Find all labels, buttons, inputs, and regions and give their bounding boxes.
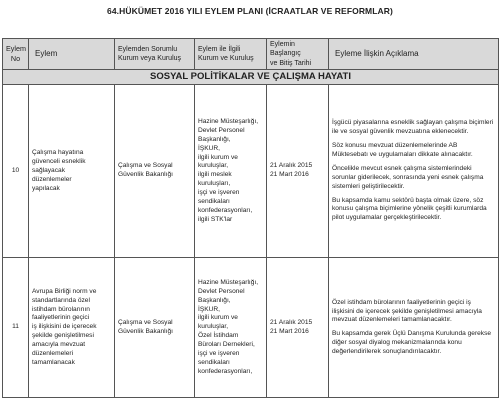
ilgili-line: kuruluşlar,	[198, 162, 229, 170]
eylem-no: 11	[3, 258, 29, 398]
eylem-line: iş ilişkisini de içerecek	[32, 323, 97, 331]
header-ilgili-kurum-line: Eylem ile İlgili	[198, 45, 241, 53]
ilgili-line: sendikaları	[198, 358, 230, 366]
eylem-line: yapılacak	[32, 184, 60, 192]
aciklama-paragraph: Bu kapsamda gerek Üçlü Danışma Kurulunda gerekse diğer sosyal diyalog mekanizmalarında konu değerlendirilerek sonuçlandırılacaktır.	[332, 330, 492, 356]
sorumlu-kurum	[115, 258, 195, 398]
ilgili-kurum	[195, 258, 267, 398]
eylem-text	[29, 258, 115, 398]
aciklama-paragraph: İşgücü piyasalarına esneklik sağlayan çalışma biçimleri ile ve sosyal güvenlik mevzuatına eklenecektir.	[332, 119, 494, 136]
eylem-line: faaliyetlerinin geçici	[32, 314, 90, 322]
eylem-line: amacıyla mevzuat	[32, 341, 86, 349]
header-tarih-line: ve Bitiş Tarihi	[270, 59, 312, 67]
section-header-row	[3, 70, 499, 85]
ilgili-kurum	[195, 85, 267, 258]
tarih-baslangic: 21 Aralık 2015	[270, 162, 313, 170]
tarih-bitis: 21 Mart 2016	[270, 171, 309, 179]
aciklama-paragraph: Özel istihdam bürolarının faaliyetlerinin geçici iş ilişkisini de içerecek şekilde genişletilmesi amacıyla mevzuat düzenlemeleri tamamlanacaktır.	[332, 298, 482, 324]
ilgili-line: Hazine Müsteşarlığı,	[198, 117, 259, 125]
aciklama-paragraph: Öncelikle mevcut esnek çalışma sistemlerindeki sorunlar giderilecek, sonrasında yeni esnek çalışma sistemleri geliştirilecektir.	[332, 164, 484, 190]
header-eylem-no-line: Eylem	[6, 44, 26, 54]
eylem-line: düzenlemeler	[32, 175, 72, 183]
ilgili-line: kuruluşlar,	[198, 323, 229, 331]
ilgili-line: konfederasyonları,	[198, 206, 253, 214]
ilgili-line: Büroları Dernekleri,	[198, 341, 255, 349]
ilgili-line: kuruluşları,	[198, 180, 231, 188]
header-tarih	[267, 39, 329, 70]
kurum-line: Çalışma ve Sosyal	[118, 318, 173, 326]
table-header-row	[3, 39, 499, 70]
ilgili-line: Devlet Personel	[198, 126, 245, 134]
sorumlu-kurum	[115, 85, 195, 258]
header-sorumlu-kurum-line: Kurum veya Kuruluş	[118, 55, 182, 63]
header-eylem: Eylem	[29, 39, 115, 70]
eylem-line: Avrupa Birliği norm ve	[32, 287, 97, 295]
ilgili-line: sendikaları	[198, 197, 230, 205]
document-title: 64.HÜKÜMET 2016 YILI EYLEM PLANI (İCRAATLAR VE REFORMLAR)	[107, 6, 393, 16]
header-ilgili-kurum	[195, 39, 267, 70]
eylem-line: şekilde genişletilmesi	[32, 332, 94, 340]
tarih-baslangic: 21 Aralık 2015	[270, 318, 313, 326]
ilgili-line: İŞKUR,	[198, 305, 220, 313]
ilgili-line: Başkanlığı,	[198, 296, 231, 304]
eylem-no: 10	[3, 85, 29, 258]
header-sorumlu-kurum	[115, 39, 195, 70]
table-row	[3, 85, 499, 258]
ilgili-line: Özel İstihdam	[198, 332, 239, 340]
ilgili-line: Hazine Müsteşarlığı,	[198, 278, 259, 286]
ilgili-line: işçi ve işveren	[198, 350, 240, 358]
aciklama	[329, 258, 499, 398]
action-plan-table	[2, 38, 499, 398]
aciklama-paragraph: Söz konusu mevzuat düzenlemelerinde AB Müktesebatı ve uygulamaları dikkate alınacaktır.	[332, 142, 473, 159]
eylem-line: güvenceli esneklik	[32, 157, 86, 165]
eylem-line: sağlayacak	[32, 166, 65, 174]
ilgili-line: işçi ve işveren	[198, 189, 240, 197]
eylem-text	[29, 85, 115, 258]
ilgili-line: Başkanlığı,	[198, 135, 231, 143]
tarih-bitis: 21 Mart 2016	[270, 327, 309, 335]
aciklama	[329, 85, 499, 258]
eylem-line: düzenlemeleri	[32, 350, 74, 358]
kurum-line: Güvenlik Bakanlığı	[118, 327, 173, 335]
header-eylem-no-line: No	[10, 54, 21, 64]
ilgili-line: ilgili meslek	[198, 171, 232, 179]
header-sorumlu-kurum-line: Eylemden Sorumlu	[118, 45, 178, 53]
ilgili-line: konfederasyonları,	[198, 367, 253, 375]
tarih	[267, 258, 329, 398]
header-tarih-line: Eylemin Başlangıç	[270, 41, 301, 58]
ilgili-line: ilgili kurum ve	[198, 153, 238, 161]
ilgili-line: ilgili STK'lar	[198, 215, 233, 223]
header-eylem-no	[3, 39, 29, 70]
section-title: SOSYAL POLİTİKALAR VE ÇALIŞMA HAYATI	[3, 70, 499, 85]
ilgili-line: ilgili kurum ve	[198, 314, 238, 322]
table-row	[3, 258, 499, 398]
header-aciklama: Eyleme İlişkin Açıklama	[329, 39, 499, 70]
eylem-line: Çalışma hayatına	[32, 149, 84, 157]
kurum-line: Çalışma ve Sosyal	[118, 162, 173, 170]
eylem-line: istihdam bürolarının	[32, 305, 90, 313]
kurum-line: Güvenlik Bakanlığı	[118, 171, 173, 179]
aciklama-paragraph: Bu kapsamda kamu sektörü başta olmak üzere, söz konusu çalışma biçimlerine yönelik çeşitli kurumlarda pilot uygulamalar gerçekleştirilecektir.	[332, 196, 487, 222]
eylem-line: tamamlanacak	[32, 358, 75, 366]
ilgili-line: İŞKUR,	[198, 144, 220, 152]
eylem-line: standartlarında özel	[32, 296, 90, 304]
ilgili-line: Devlet Personel	[198, 287, 245, 295]
header-ilgili-kurum-line: Kurum ve Kuruluş	[198, 55, 254, 63]
tarih	[267, 85, 329, 258]
